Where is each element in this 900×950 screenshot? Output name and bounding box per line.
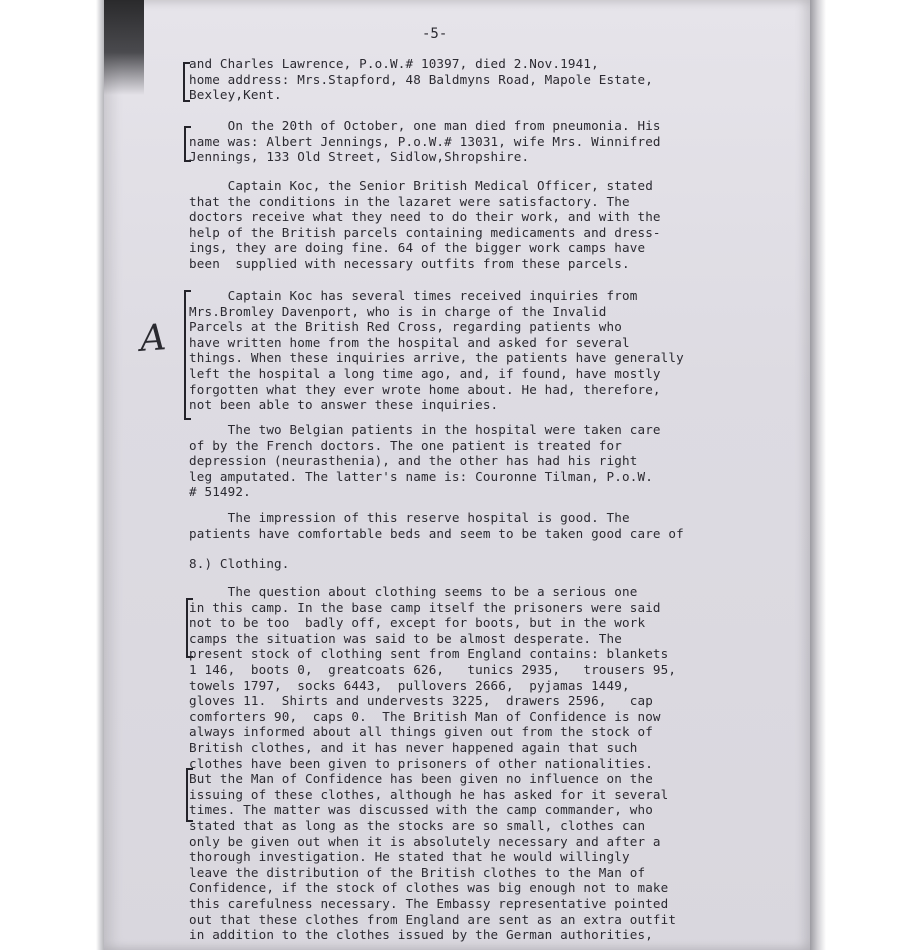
- text-line: have written home from the hospital and asked for several: [189, 334, 630, 350]
- text-line: in this camp. In the base camp itself the prisoners were said: [189, 599, 661, 615]
- text-line: left the hospital a long time ago, and, if found, have mostly: [189, 366, 661, 381]
- text-line: not been able to answer these inquiries.: [189, 397, 499, 413]
- text-line: not to be too badly off, except for boots, but in the work: [189, 615, 646, 631]
- text-line: gloves 11. Shirts and undervests 3225, drawers 2596, cap: [189, 693, 653, 709]
- text-line: towels 1797, socks 6443, pullovers 2666, pyjamas 1449,: [189, 677, 630, 693]
- text-line: Captain Koc has several times received inquiries from: [189, 288, 638, 303]
- text-line: stated that as long as the stocks are so small, clothes can: [189, 818, 646, 833]
- text-line: out that these clothes from England are sent as an extra outfit: [189, 911, 677, 927]
- text-line: doctors receive what they need to do their work, and with the: [189, 209, 661, 225]
- text-line: comforters 90, caps 0. The British Man of Confidence is now: [189, 708, 661, 724]
- text-line: this carefulness necessary. The Embassy representative pointed: [189, 896, 669, 911]
- scan-background-left: [0, 0, 104, 950]
- text-line: been supplied with necessary outfits from these parcels.: [189, 256, 630, 271]
- text-line: clothes have been given to prisoners of other nationalities.: [189, 755, 653, 771]
- text-line: The question about clothing seems to be a serious one: [189, 584, 638, 599]
- text-line: patients have comfortable beds and seem to be taken good care of: [189, 525, 684, 541]
- text-line: camps the situation was said to be almost desperate. The: [189, 630, 622, 646]
- text-line: Bexley,Kent.: [189, 87, 282, 103]
- text-line: in addition to the clothes issued by the German authorities,: [189, 927, 653, 943]
- text-line: leg amputated. The latter's name is: Couronne Tilman, P.o.W.: [189, 468, 653, 484]
- text-line: help of the British parcels containing medicaments and dress-: [189, 224, 661, 240]
- text-line: and Charles Lawrence, P.o.W.# 10397, died 2.Nov.1941,: [189, 56, 599, 71]
- text-line: name was: Albert Jennings, P.o.W.# 13031, wife Mrs. Winnifred: [189, 133, 661, 149]
- text-line: Parcels at the British Red Cross, regarding patients who: [189, 319, 622, 335]
- scan-background-right: [810, 0, 900, 950]
- margin-annotation: A: [138, 317, 168, 360]
- text-line: thorough investigation. He stated that he would willingly: [189, 849, 630, 865]
- text-line: Confidence, if the stock of clothes was big enough not to make: [189, 880, 669, 896]
- text-line: forgotten what they ever wrote home about. He had, therefore,: [189, 381, 661, 397]
- section-heading: 8.) Clothing.: [189, 556, 290, 571]
- text-line: things. When these inquiries arrive, the patients have generally: [189, 350, 684, 366]
- text-line: home address: Mrs.Stapford, 48 Baldmyns Road, Mapole Estate,: [189, 71, 653, 87]
- page-number: -5-: [422, 26, 448, 42]
- document-page: [104, 0, 810, 950]
- text-line: of by the French doctors. The one patient is treated for: [189, 437, 622, 453]
- text-line: depression (neurasthenia), and the other has had his right: [189, 453, 638, 469]
- text-line: The two Belgian patients in the hospital were taken care: [189, 422, 661, 437]
- text-line: 1 146, boots 0, greatcoats 626, tunics 2935, trousers 95,: [189, 662, 677, 677]
- text-line: only be given out when it is absolutely necessary and after a: [189, 833, 661, 849]
- text-line: ings, they are doing fine. 64 of the bigger work camps have: [189, 240, 646, 256]
- text-line: But the Man of Confidence has been given no influence on the: [189, 771, 653, 787]
- text-line: The impression of this reserve hospital is good. The: [189, 510, 630, 525]
- text-line: times. The matter was discussed with the camp commander, who: [189, 802, 653, 818]
- text-line: British clothes, and it has never happened again that such: [189, 740, 638, 755]
- text-line: Jennings, 133 Old Street, Sidlow,Shropshire.: [189, 149, 530, 165]
- text-line: always informed about all things given out from the stock of: [189, 724, 653, 740]
- text-line: # 51492.: [189, 484, 251, 500]
- text-line: Captain Koc, the Senior British Medical Officer, stated: [189, 178, 653, 193]
- text-line: present stock of clothing sent from England contains: blankets: [189, 646, 669, 662]
- text-line: Mrs.Bromley Davenport, who is in charge of the Invalid: [189, 303, 607, 319]
- text-line: On the 20th of October, one man died from pneumonia. His: [189, 118, 661, 133]
- scan-shadow: [104, 0, 144, 95]
- text-line: that the conditions in the lazaret were satisfactory. The: [189, 193, 630, 209]
- text-line: leave the distribution of the British clothes to the Man of: [189, 864, 646, 880]
- text-line: issuing of these clothes, although he has asked for it several: [189, 786, 669, 802]
